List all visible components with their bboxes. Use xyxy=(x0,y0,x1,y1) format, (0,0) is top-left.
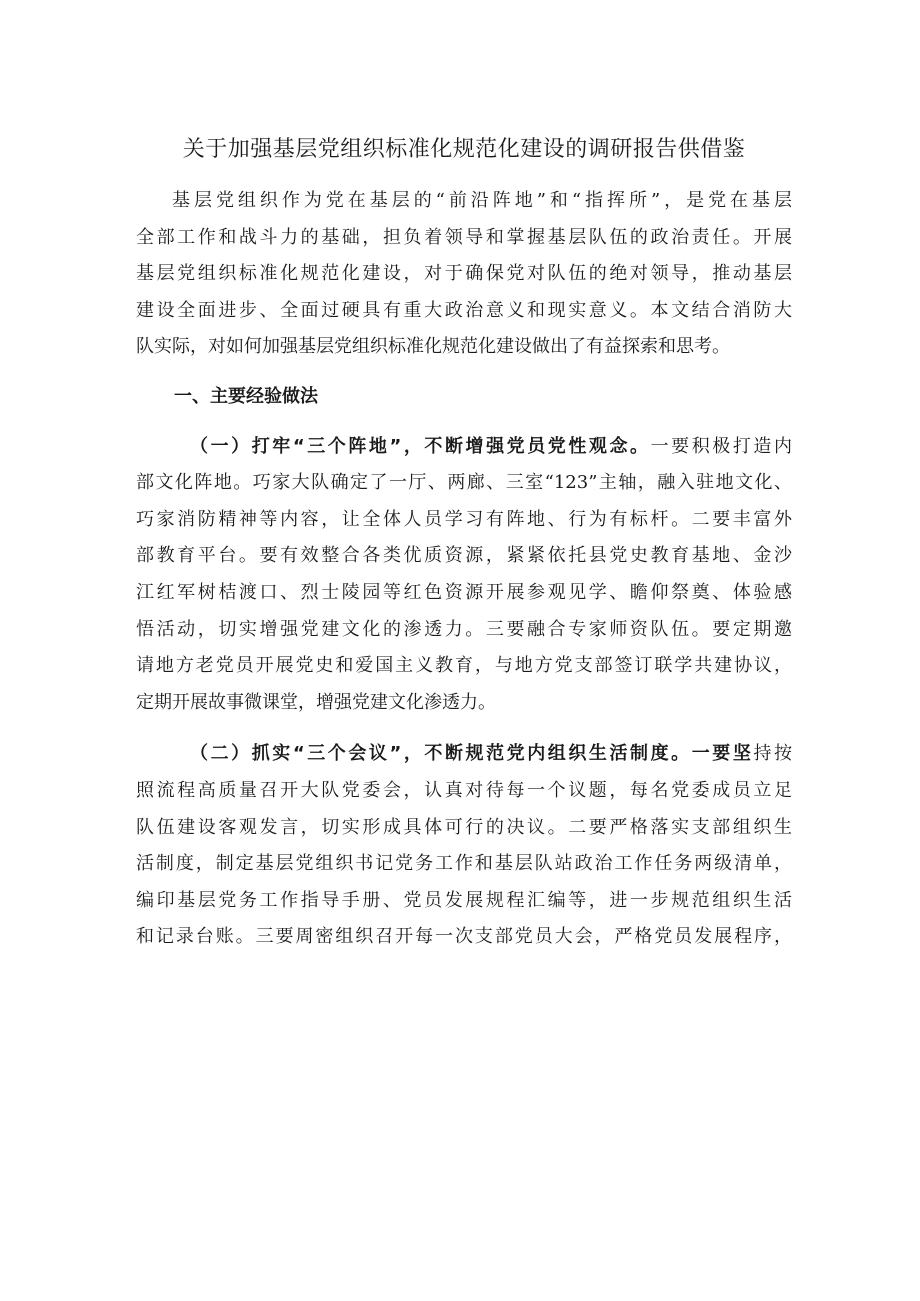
subsection-1-paragraph xyxy=(136,429,792,722)
section-heading: 一、主要经验做法 xyxy=(174,385,318,407)
subsection-2-lead-rest: 持按 xyxy=(753,743,793,765)
paragraph-line: 编印基层党务工作指导手册、党员发展规程汇编等，进一步规范组织生活 xyxy=(136,889,792,911)
paragraph-line xyxy=(136,736,792,773)
paragraph-line: 建设全面进步、全面过硬具有重大政治意义和现实意义。本文结合消防大 xyxy=(136,299,792,321)
paragraph-line: 定期开展故事微课堂，增强党建文化渗透力。 xyxy=(136,691,496,713)
subsection-2-lead: （二）抓实“三个会议”，不断规范党内组织生活制度。一要坚 xyxy=(190,743,754,765)
subsection-2-paragraph xyxy=(136,736,792,956)
paragraph-line xyxy=(136,429,792,466)
paragraph-line: 基层党组织标准化规范化建设，对于确保党对队伍的绝对领导，推动基层 xyxy=(136,263,792,285)
paragraph-line: 巧家消防精神等内容，让全体人员学习有阵地、行为有标杆。二要丰富外 xyxy=(136,508,792,530)
paragraph-line: 全部工作和战斗力的基础，担负着领导和掌握基层队伍的政治责任。开展 xyxy=(136,226,792,248)
subsection-1-lead-rest: 一要积极打造内 xyxy=(650,435,792,457)
subsection-1-lead: （一）打牢“三个阵地”，不断增强党员党性观念。 xyxy=(190,435,651,457)
document-page xyxy=(136,130,792,956)
document-title: 关于加强基层党组织标准化规范化建设的调研报告供借鉴 xyxy=(182,137,746,162)
paragraph-line: 部文化阵地。巧家大队确定了一厅、两廊、三室“123”主轴，融入驻地文化、 xyxy=(136,472,792,494)
intro-paragraph xyxy=(136,183,792,366)
paragraph-line: 请地方老党员开展党史和爱国主义教育，与地方党支部签订联学共建协议， xyxy=(136,655,792,677)
paragraph-line: 基层党组织作为党在基层的“前沿阵地”和“指挥所”，是党在基层 xyxy=(172,190,792,211)
paragraph-line: 江红军树桔渡口、烈士陵园等红色资源开展参观见学、瞻仰祭奠、体验感 xyxy=(136,581,792,603)
paragraph-line: 和记录台账。三要周密组织召开每一次支部党员大会，严格党员发展程序， xyxy=(136,926,792,948)
paragraph-line: 队伍建设客观发言，切实形成具体可行的决议。二要严格落实支部组织生 xyxy=(136,816,792,838)
paragraph-line: 队实际，对如何加强基层党组织标准化规范化建设做出了有益探索和思考。 xyxy=(136,336,730,358)
paragraph-line: 部教育平台。要有效整合各类优质资源，紧紧依托县党史教育基地、金沙 xyxy=(136,545,792,567)
paragraph-line: 悟活动，切实增强党建文化的渗透力。三要融合专家师资队伍。要定期邀 xyxy=(136,618,792,640)
paragraph-line: 照流程高质量召开大队党委会，认真对待每一个议题，每名党委成员立足 xyxy=(136,779,792,801)
paragraph-line: 活制度，制定基层党组织书记党务工作和基层队站政治工作任务两级清单， xyxy=(136,853,792,875)
